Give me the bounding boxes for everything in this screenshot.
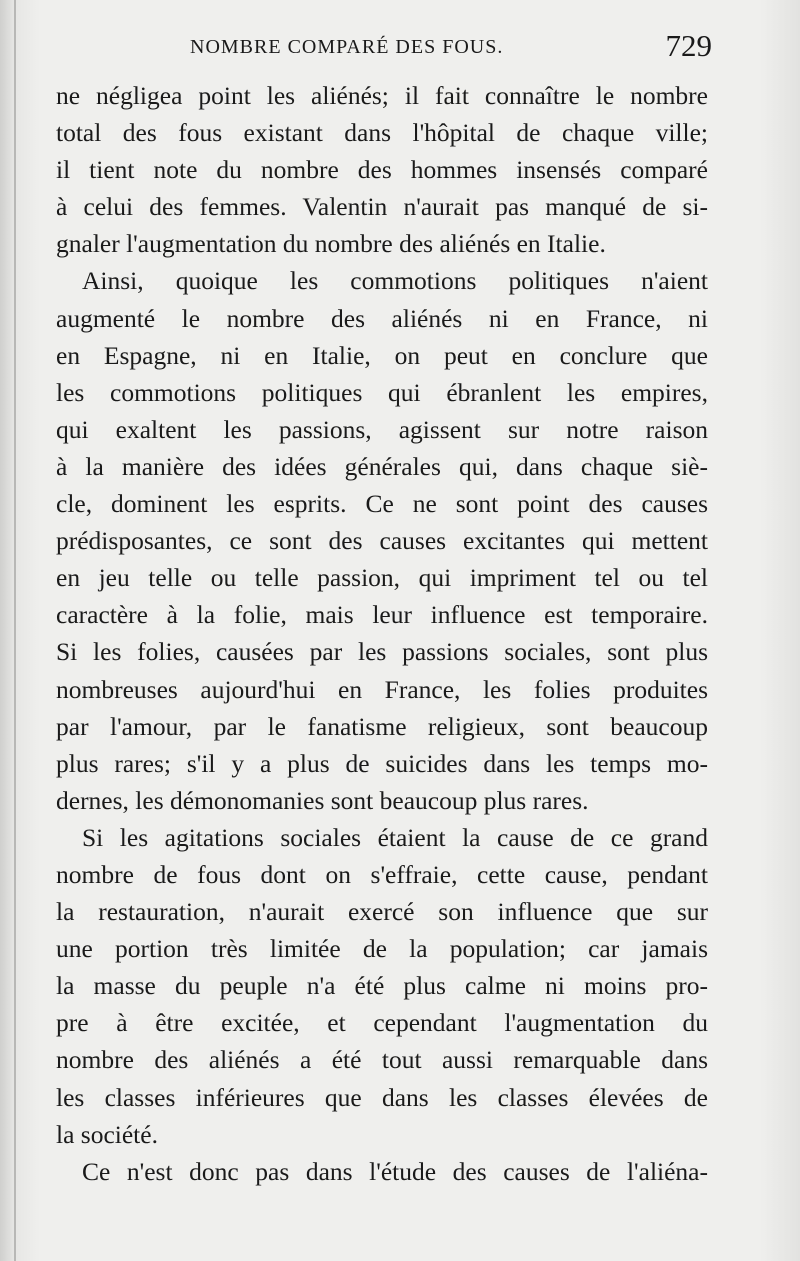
text-line: les commotions politiques qui ébranlent les empires, — [56, 377, 708, 407]
text-line: nombre de fous dont on s'effraie, cette cause, pendant — [56, 859, 708, 889]
page-number: 729 — [665, 28, 712, 63]
text-line: Si les folies, causées par les passions sociales, sont plus — [56, 637, 708, 667]
page-header — [60, 28, 720, 76]
text-line: les classes inférieures que dans les classes élevées de — [56, 1082, 708, 1112]
text-line: plus rares; s'il y a plus de suicides dans les temps mo- — [56, 748, 708, 778]
text-line: il tient note du nombre des hommes insensés comparé — [56, 155, 708, 185]
text-line: total des fous existant dans l'hôpital de chaque ville; — [56, 118, 708, 148]
text-line: nombre des aliénés a été tout aussi remarquable dans — [56, 1045, 708, 1075]
text-line: en jeu telle ou telle passion, qui impriment tel ou tel — [56, 563, 708, 593]
text-line: Si les agitations sociales étaient la cause de ce grand — [82, 822, 708, 852]
text-line: la société. — [56, 1119, 158, 1149]
text-line: Ainsi, quoique les commotions politiques n'aient — [82, 266, 708, 296]
text-line: dernes, les démonomanies sont beaucoup plus rares. — [56, 785, 589, 815]
text-line: gnaler l'augmentation du nombre des aliénés en Italie. — [56, 229, 606, 259]
binding-gutter — [14, 0, 16, 1261]
text-line: la restauration, n'aurait exercé son influence que sur — [56, 897, 708, 927]
running-title: NOMBRE COMPARÉ DES FOUS. — [190, 36, 504, 58]
text-line: Ce n'est donc pas dans l'étude des causes de l'aliéna- — [82, 1156, 708, 1186]
text-line: la masse du peuple n'a été plus calme ni moins pro- — [56, 971, 708, 1001]
text-line: augmenté le nombre des aliénés ni en France, ni — [56, 303, 708, 333]
text-line: par l'amour, par le fanatisme religieux, sont beaucoup — [56, 711, 708, 741]
text-line: cle, dominent les esprits. Ce ne sont point des causes — [56, 489, 708, 519]
text-line: prédisposantes, ce sont des causes excitantes qui mettent — [56, 526, 708, 556]
text-line: ne négligea point les aliénés; il fait connaître le nombre — [56, 81, 708, 110]
text-line: qui exaltent les passions, agissent sur notre raison — [56, 414, 708, 444]
text-line: pre à être excitée, et cependant l'augmentation du — [56, 1008, 708, 1038]
text-line: caractère à la folie, mais leur influence est temporaire. — [56, 600, 708, 630]
text-line: en Espagne, ni en Italie, on peut en conclure que — [56, 340, 708, 370]
text-line: à la manière des idées générales qui, dans chaque siè- — [56, 451, 708, 481]
text-line: à celui des femmes. Valentin n'aurait pas manqué de si- — [56, 192, 708, 222]
body-text — [56, 77, 708, 1190]
text-line: nombreuses aujourd'hui en France, les folies produites — [56, 674, 708, 704]
text-line: une portion très limitée de la population; car jamais — [56, 934, 708, 964]
